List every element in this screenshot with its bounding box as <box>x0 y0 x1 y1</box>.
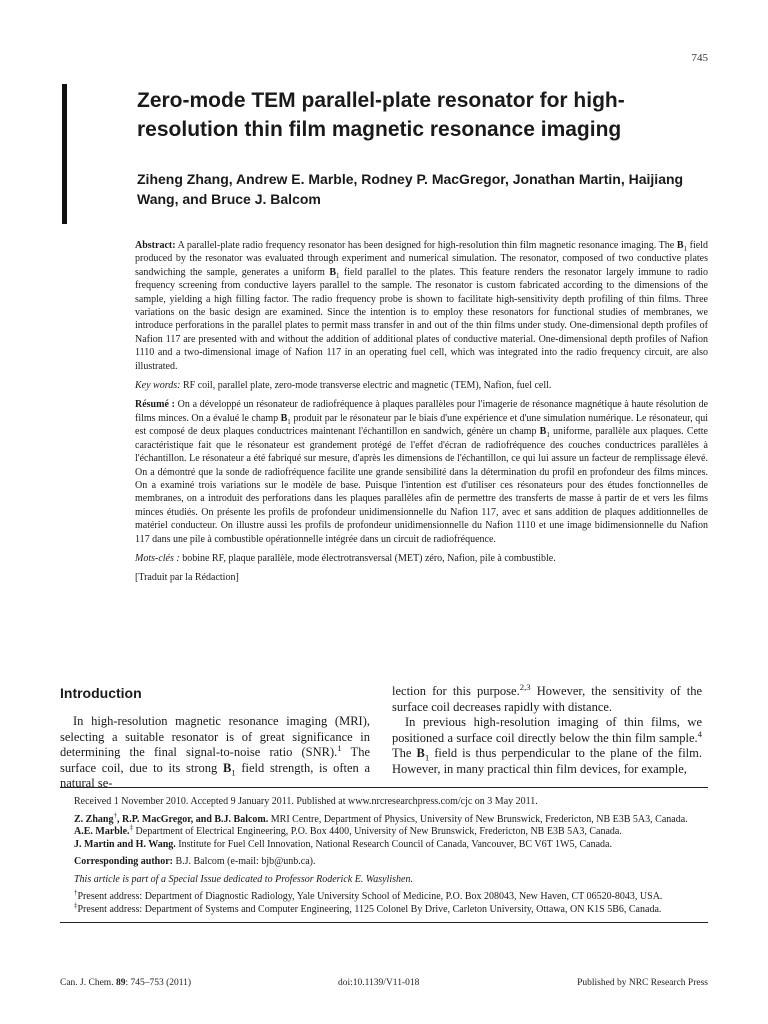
resume-text-2: produit par le résonateur par le biais d'une expérience et d'une simulation numérique. Le résonateur, qui est composé de deux plaques conductrices maintenant l'échantillon en sandwich, génère un champ <box>135 412 708 438</box>
b1-subscript: 1 <box>546 431 550 440</box>
present-address-text: Present address: Department of Systems and Computer Engineering, 1125 Colonel By Drive, Carleton University, Ottawa, ON K1S 5B6, Canada. <box>77 903 662 915</box>
footnotes-box <box>60 787 708 923</box>
resume-text-3: uniforme, parallèle aux plaques. Cette caractéristique fait que le résonateur est grandement protégé de l'effet d'écran de radiofréquence des couches conductrices parallèles à l'échantillon. Le résonateur a été fabriqué sur mesure, d'après les dimensions de l'échantillon, ce qui lui assure un facteur de remplissage élevé. On a démontré que la sonde de radiofréquence facilite une grande sensibilité dans la détermination du profil en profondeur des films minces. On a examiné trois variations sur le modèle de base. Puisque l'intention est d'utiliser ces résonateurs pour des études fonctionnelles de membranes, on a introduit des perforations dans les plaques parallèles afin de permettre des transferts de masse à partir de et vers les films minces étudiés. On présente les profils de profondeur unidimensionnelle du Nafion 117, avec et sans addition de plaques additionnelles de matériel conducteur. On illustre aussi les profils de profondeur unidimensionnelle du Nafion 1110 et une image bidimensionnelle du Nafion 117 dans une pile à combustible opérationnelle intégrée dans un circuit de radiofréquence. <box>135 426 708 545</box>
introduction-heading: Introduction <box>60 685 142 701</box>
b1-symbol: B <box>329 266 337 278</box>
intro-text: The surface coil, due to its strong <box>60 745 370 775</box>
page-number: 745 <box>691 52 708 64</box>
affiliation-names: A.E. Marble. <box>74 826 130 837</box>
abstract-label: Abstract: <box>135 240 176 251</box>
abstract-text-1: A parallel-plate radio frequency resonator has been designed for high-resolution thin film magnetic resonance imaging. The <box>175 240 677 251</box>
title-block <box>62 84 712 224</box>
corresponding-label: Corresponding author: <box>74 856 173 867</box>
present-address-1 <box>74 888 694 904</box>
footnote-mark: † <box>113 811 117 820</box>
b1-subscript: 1 <box>683 245 688 253</box>
author-list: Ziheng Zhang, Andrew E. Marble, Rodney P. MacGregor, Jonathan Martin, Haijiang Wang, and Bruce J. Balcom <box>137 171 684 207</box>
affiliation-names: J. Martin and H. Wang. <box>74 838 176 850</box>
intro-text: field strength, is often a natural se- <box>60 760 370 790</box>
abstract-block <box>135 239 708 591</box>
mots-cles-text: bobine RF, plaque parallèle, mode électrotransversal (MET) zéro, Nafion, pile à combustible. <box>179 552 556 564</box>
resume-text-1: On a développé un résonateur de radiofréquence à plaques parallèles pour l'imagerie de résonance magnétique à haute résolution de films minces. On a évalué le champ <box>135 399 709 424</box>
affiliation-2 <box>74 823 694 839</box>
b1-subscript: 1 <box>424 752 430 763</box>
b1-symbol: B <box>416 746 425 760</box>
left-column <box>60 684 370 792</box>
translation-note: [Traduit par la Rédaction] <box>135 572 239 584</box>
affiliation-1 <box>74 811 694 827</box>
mots-cles-paragraph <box>135 552 708 565</box>
citation-sup: 2,3 <box>519 681 531 692</box>
journal-pages: : 745–753 (2011) <box>125 978 192 988</box>
b1-symbol: B <box>539 426 547 438</box>
special-issue-note: This article is part of a Special Issue dedicated to Professor Roderick E. Wasylishen. <box>74 873 413 885</box>
b1-subscript: 1 <box>287 417 291 426</box>
intro-text: The <box>392 746 417 760</box>
affiliation-3 <box>74 839 694 852</box>
b1-subscript: 1 <box>336 271 340 280</box>
resume-label: Résumé : <box>135 399 175 411</box>
publisher-line: Published by NRC Research Press <box>577 978 708 988</box>
received-line: Received 1 November 2010. Accepted 9 January 2011. Published at www.nrcresearchpress.com/cjc on 3 May 2011. <box>74 796 538 807</box>
present-address-2 <box>74 901 694 917</box>
resume-paragraph <box>135 398 708 545</box>
affiliation-text: MRI Centre, Department of Physics, University of New Brunswick, Fredericton, NB E3B 5A3, Canada. <box>268 813 688 825</box>
paper-title: Zero-mode TEM parallel-plate resonator for high-resolution thin film magnetic resonance imaging <box>137 89 625 141</box>
abstract-paragraph <box>135 239 708 373</box>
abstract-text-3: field parallel to the plates. This feature renders the resonator largely immune to radio frequency screening from conductive layers parallel to the sample. The resonator is custom fabricated according to the dimensions of the sample, yielding a high filling factor. The radio frequency probe is shown to facilitate high-sensitivity depth profiling of thin films. Three variations on the basic design are examined. Since the intention is to employ these resonators for functional studies of membranes, we introduce perforations in the parallel plates to permit mass transfer in and out of the thin films under study. One-dimensional depth profiles of Nafion 117 are presented with and without the addition of additional plates of conductive material. One-dimensional depth profiles of Nafion 1110 and a two-dimensional image of Nafion 117 in an operating fuel cell, which was integrated into the radio frequency circuit, are also illustrated. <box>135 266 708 372</box>
intro-text: lection for this purpose. <box>392 684 520 698</box>
journal-name: Can. J. Chem. <box>60 978 116 988</box>
b1-subscript: 1 <box>231 767 236 777</box>
intro-paragraph-2 <box>392 715 702 777</box>
affiliation-text: Department of Electrical Engineering, P.O. Box 4400, University of New Brunswick, Fredericton, NB E3B 5A3, Canada. <box>133 826 622 837</box>
corresponding-author <box>74 856 694 869</box>
body-columns <box>60 681 708 790</box>
footnote-mark: † <box>74 888 78 897</box>
affiliation-names: , R.P. MacGregor, and B.J. Balcom. <box>116 813 269 825</box>
b1-symbol: B <box>280 412 288 424</box>
mots-cles-label: Mots-clés : <box>135 552 180 564</box>
intro-text: However, the sensitivity of the surface coil decreases rapidly with distance. <box>392 684 702 714</box>
citation-sup: 4 <box>697 728 702 739</box>
present-address-text: Present address: Department of Diagnostic Radiology, Yale University School of Medicine, P.O. Box 208043, New Haven, CT 06520-8043, USA. <box>77 891 663 902</box>
keywords-label: Key words: <box>135 380 181 392</box>
intro-paragraph-continued <box>392 681 702 715</box>
intro-text: field is thus perpendicular to the plane of the film. However, in many practical thin film devices, for example, <box>392 746 702 776</box>
abstract-text-2: field produced by the resonator was evaluated through experiment and numerical simulation. The resonator, composed of two conductive plates sandwiching the sample, generates a uniform <box>135 240 708 278</box>
b1-symbol: B <box>222 760 232 775</box>
corresponding-text: B.J. Balcom (e-mail: bjb@unb.ca). <box>173 856 316 867</box>
affiliation-text: Institute for Fuel Cell Innovation, National Research Council of Canada, Vancouver, BC V6T 1W5, Canada. <box>175 838 612 850</box>
intro-text: In previous high-resolution imaging of thin films, we positioned a surface coil directly below the thin film sample. <box>392 715 702 745</box>
keywords-paragraph <box>135 379 708 392</box>
affiliation-names: Z. Zhang <box>74 813 114 825</box>
footnote-mark: ‡ <box>74 901 78 910</box>
keywords-text: RF coil, parallel plate, zero-mode transverse electric and magnetic (TEM), Nafion, fuel cell. <box>180 380 552 392</box>
intro-paragraph-1 <box>60 714 370 792</box>
footnote-mark: ‡ <box>129 823 134 832</box>
right-column <box>392 681 702 777</box>
doi-link[interactable]: doi:10.1139/V11-018 <box>338 978 420 988</box>
citation-sup: 1 <box>337 742 342 753</box>
journal-volume: 89 <box>115 978 126 988</box>
b1-symbol: B <box>676 240 684 251</box>
journal-citation <box>60 978 191 988</box>
intro-text: In high-resolution magnetic resonance imaging (MRI), selecting a suitable resonator is of great significance in determining the final signal-to-noise ratio (SNR). <box>60 714 370 759</box>
